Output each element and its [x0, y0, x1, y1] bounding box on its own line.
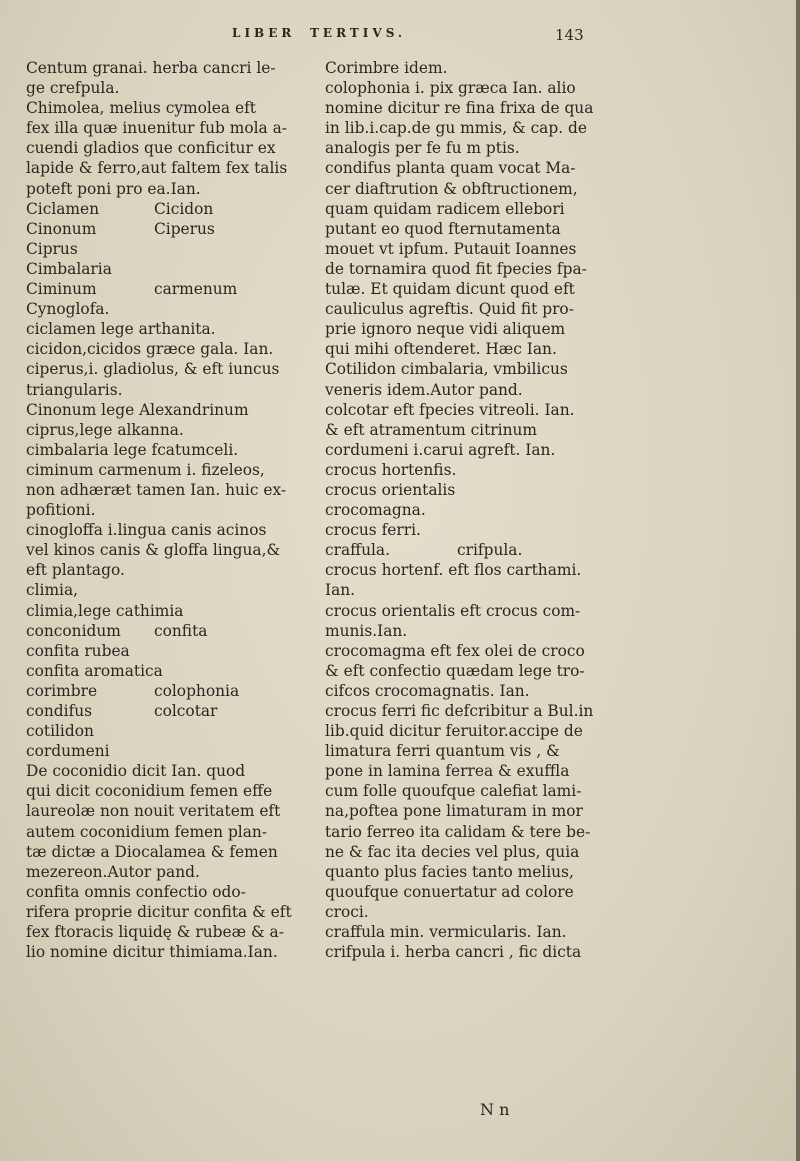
text-line [325, 380, 605, 400]
line-text: tæ dictæ a Diocalamea & femen [26, 842, 278, 861]
line-text: crocomagma eft fex olei de croco [325, 641, 585, 660]
text-line [26, 621, 280, 641]
text-line [325, 400, 605, 420]
text-line [325, 480, 605, 500]
line-text: autem coconidium femen plan- [26, 822, 268, 841]
line-text: ge crefpula. [26, 79, 120, 98]
text-line [325, 58, 605, 78]
line-text: munis.Ian. [325, 621, 408, 640]
line-second-entry: crifpula. [457, 541, 523, 560]
line-text: lio nomine dicitur thimiama.Ian. [26, 943, 278, 962]
line-text: Cotilidon cimbalaria, vmbilicus [325, 360, 568, 379]
text-line [26, 721, 280, 741]
line-text: cuendi gladios que conficitur ex [26, 139, 276, 158]
line-text: cer diaftrution & obftructionem, [325, 179, 578, 198]
line-text: veneris idem.Autor pand. [325, 380, 523, 399]
line-text: Corimbre idem. [325, 59, 448, 77]
text-line [325, 681, 605, 701]
line-text: condifus [26, 702, 93, 720]
text-line [26, 279, 280, 299]
text-line [26, 78, 280, 98]
text-line [26, 259, 280, 279]
text-line [26, 319, 280, 339]
text-line [26, 661, 280, 681]
text-line [325, 741, 605, 761]
text-line [26, 98, 280, 118]
line-text: crocus ferri. [325, 521, 421, 540]
text-line [325, 339, 605, 359]
text-line [325, 641, 605, 661]
line-text: in lib.i.cap.de gu mmis, & cap. de [325, 119, 587, 138]
text-line [325, 822, 605, 842]
line-second-entry: Cicidon [154, 199, 214, 218]
line-text: corimbre [26, 681, 98, 700]
line-text: lapide & ferro,aut faltem fex talis [26, 159, 288, 178]
text-line [325, 460, 605, 480]
text-line [26, 761, 280, 781]
line-text: Ciprus [26, 239, 78, 258]
line-text: crocus hortenfis. [325, 460, 457, 479]
text-line [325, 801, 605, 821]
line-text: climia,lege cathimia [26, 601, 184, 620]
line-text: nomine dicitur re fina frixa de qua [325, 99, 594, 118]
text-line [325, 299, 605, 319]
text-line [325, 842, 605, 862]
text-line [26, 942, 280, 962]
line-text: Ciminum [26, 280, 97, 299]
text-line [26, 781, 280, 801]
line-text: cifcos crocomagnatis. Ian. [325, 681, 530, 700]
line-text: confita aromatica [26, 661, 163, 680]
line-second-entry: Ciperus [154, 219, 215, 238]
text-line [26, 420, 280, 440]
text-line [26, 560, 280, 580]
line-text: conconidum [26, 621, 121, 640]
text-line [325, 319, 605, 339]
line-text: non adhæræt tamen Ian. huic ex- [26, 480, 287, 499]
text-line [26, 380, 280, 400]
line-text: poteft poni pro ea.Ian. [26, 179, 201, 198]
text-line [325, 420, 605, 440]
line-second-entry: carmenum [154, 280, 238, 299]
text-line [26, 460, 280, 480]
text-line [325, 721, 605, 741]
line-text: Chimolea, melius cymolea eft [26, 99, 256, 118]
line-text: tario ferreo ita calidam & tere be- [325, 822, 591, 841]
text-line [325, 199, 605, 219]
line-text: cordumeni [26, 742, 110, 761]
line-text: laureolæ non nouit veritatem eft [26, 802, 281, 821]
text-line [26, 179, 280, 199]
text-line [325, 158, 605, 178]
text-line [325, 882, 605, 902]
line-text: ciprus,lege alkanna. [26, 420, 184, 439]
header-liber: LIBER [232, 26, 296, 40]
text-line [325, 118, 605, 138]
line-text: prie ignoro neque vidi aliquem [325, 320, 566, 339]
text-line [26, 219, 280, 239]
text-line [325, 862, 605, 882]
text-line [325, 540, 605, 560]
text-line [26, 922, 284, 942]
text-line [26, 580, 280, 600]
text-line [325, 259, 605, 279]
line-text: colcotar eft fpecies vitreoli. Ian. [325, 400, 575, 419]
running-header [0, 22, 800, 46]
line-text: Ciclamen [26, 199, 100, 218]
text-line [325, 239, 605, 259]
text-line [325, 781, 605, 801]
text-line [26, 882, 280, 902]
text-line [26, 138, 280, 158]
text-line [26, 400, 280, 420]
right-text-column [325, 58, 605, 962]
text-line [26, 520, 280, 540]
line-text: cotilidon [26, 722, 94, 741]
line-second-entry: colcotar [154, 702, 218, 720]
line-text: cicidon,cicidos græce gala. Ian. [26, 340, 274, 359]
text-line [26, 741, 280, 761]
page-number: 143 [555, 26, 584, 44]
text-line [26, 822, 280, 842]
line-text: pofitioni. [26, 501, 96, 520]
line-text: vel kinos canis & gloffa lingua,& [26, 541, 281, 560]
text-line [325, 942, 605, 962]
line-text: mezereon.Autor pand. [26, 862, 200, 881]
text-line [325, 179, 605, 199]
text-line [325, 601, 605, 621]
text-line [26, 641, 280, 661]
line-text: analogis per fe fu m ptis. [325, 139, 520, 158]
line-text: cimbalaria lege fcatumceli. [26, 440, 239, 459]
line-text: cauliculus agreftis. Quid fit pro- [325, 300, 574, 319]
text-line [26, 681, 280, 701]
text-line [325, 621, 605, 641]
text-line [26, 862, 280, 882]
line-text: cordumeni i.carui agreft. Ian. [325, 440, 556, 459]
text-line [26, 500, 280, 520]
text-line [325, 520, 605, 540]
text-line [26, 842, 280, 862]
line-text: putant eo quod fternutamenta [325, 219, 561, 238]
text-line [325, 661, 605, 681]
line-text: quam quidam radicem ellebori [325, 199, 565, 218]
text-line [26, 701, 280, 721]
line-text: Cinonum lege Alexandrinum [26, 400, 249, 419]
text-line [325, 138, 605, 158]
text-line [325, 440, 605, 460]
line-text: ciminum carmenum i. fizeleos, [26, 460, 265, 479]
text-line [26, 339, 280, 359]
catchword: N n [480, 1100, 510, 1119]
line-text: Cynoglofa. [26, 300, 110, 319]
text-line [26, 902, 292, 922]
line-text: Centum granai. herba cancri le- [26, 59, 276, 77]
line-second-entry: colophonia [154, 681, 240, 700]
line-text: Ian. [325, 581, 356, 600]
text-line [325, 902, 605, 922]
line-text: triangularis. [26, 380, 123, 399]
line-text: rifera proprie dicitur confita & eft [26, 902, 292, 921]
line-second-entry: confita [154, 621, 208, 640]
text-line [26, 540, 280, 560]
text-line [325, 219, 605, 239]
text-line [26, 158, 288, 178]
line-text: crocus ferri fic defcribitur a Bul.in [325, 702, 594, 720]
line-text: colophonia i. pix græca Ian. alio [325, 79, 576, 98]
line-text: eft plantago. [26, 561, 125, 580]
text-line [325, 98, 605, 118]
line-text: lib.quid dicitur feruitor.accipe de [325, 722, 583, 741]
line-text: confita rubea [26, 641, 130, 660]
line-text: & eft atramentum citrinum [325, 420, 537, 439]
text-line [26, 359, 280, 379]
line-text: crocus hortenf. eft flos carthami. [325, 561, 582, 580]
line-text: crocus orientalis eft crocus com- [325, 601, 581, 620]
line-text: craffula. [325, 541, 390, 560]
line-text: Cimbalaria [26, 259, 112, 278]
line-text: ne & fac ita decies vel plus, quia [325, 842, 580, 861]
page-edge [796, 0, 800, 1161]
line-text: croci. [325, 902, 369, 921]
text-line [26, 118, 287, 138]
line-text: crifpula i. herba cancri , fic dicta [325, 943, 582, 962]
line-text: & eft confectio quædam lege tro- [325, 661, 585, 680]
line-text: mouet vt ipfum. Putauit Ioannes [325, 239, 577, 258]
line-text: crocomagna. [325, 501, 426, 520]
line-text: limatura ferri quantum vis , & [325, 742, 560, 761]
line-text: fex ftoracis liquidę & rubeæ & a- [26, 923, 284, 942]
text-line [325, 359, 605, 379]
line-text: condifus planta quam vocat Ma- [325, 159, 576, 178]
line-text: De coconidio dicit Ian. quod [26, 762, 246, 781]
text-line [26, 239, 280, 259]
text-line [26, 58, 280, 78]
text-line [325, 78, 605, 98]
line-text: quoufque conuertatur ad colore [325, 882, 574, 901]
line-text: climia, [26, 581, 79, 600]
text-line [325, 500, 605, 520]
text-line [325, 922, 605, 942]
line-text: ciclamen lege arthanita. [26, 320, 216, 339]
line-text: ciperus,i. gladiolus, & eft iuncus [26, 360, 280, 379]
text-line [325, 701, 605, 721]
line-text: crocus orientalis [325, 480, 456, 499]
line-text: craffula min. vermicularis. Ian. [325, 923, 567, 942]
text-line [325, 761, 605, 781]
line-text: cinogloffa i.lingua canis acinos [26, 521, 267, 540]
header-tertius: TERTIVS. [310, 26, 407, 40]
text-line [26, 199, 280, 219]
line-text: na,poftea pone limaturam in mor [325, 802, 583, 821]
line-text: fex illa quæ inuenitur fub mola a- [26, 119, 287, 138]
text-line [325, 580, 605, 600]
text-line [26, 801, 280, 821]
line-text: pone in lamina ferrea & exuffla [325, 762, 570, 781]
line-text: qui mihi oftenderet. Hæc Ian. [325, 340, 557, 359]
line-text: qui dicit coconidium femen effe [26, 782, 273, 801]
left-text-column [26, 58, 292, 962]
text-line [26, 601, 280, 621]
text-line [325, 279, 605, 299]
line-text: confita omnis confectio odo- [26, 882, 246, 901]
line-text: Cinonum [26, 219, 97, 238]
line-text: tulæ. Et quidam dicunt quod eft [325, 280, 575, 299]
text-line [26, 440, 280, 460]
line-text: de tornamira quod fit fpecies fpa- [325, 259, 587, 278]
text-line [26, 480, 287, 500]
text-line [325, 560, 605, 580]
text-line [26, 299, 280, 319]
line-text: quanto plus facies tanto melius, [325, 862, 574, 881]
line-text: cum folle quoufque calefiat lami- [325, 782, 582, 801]
